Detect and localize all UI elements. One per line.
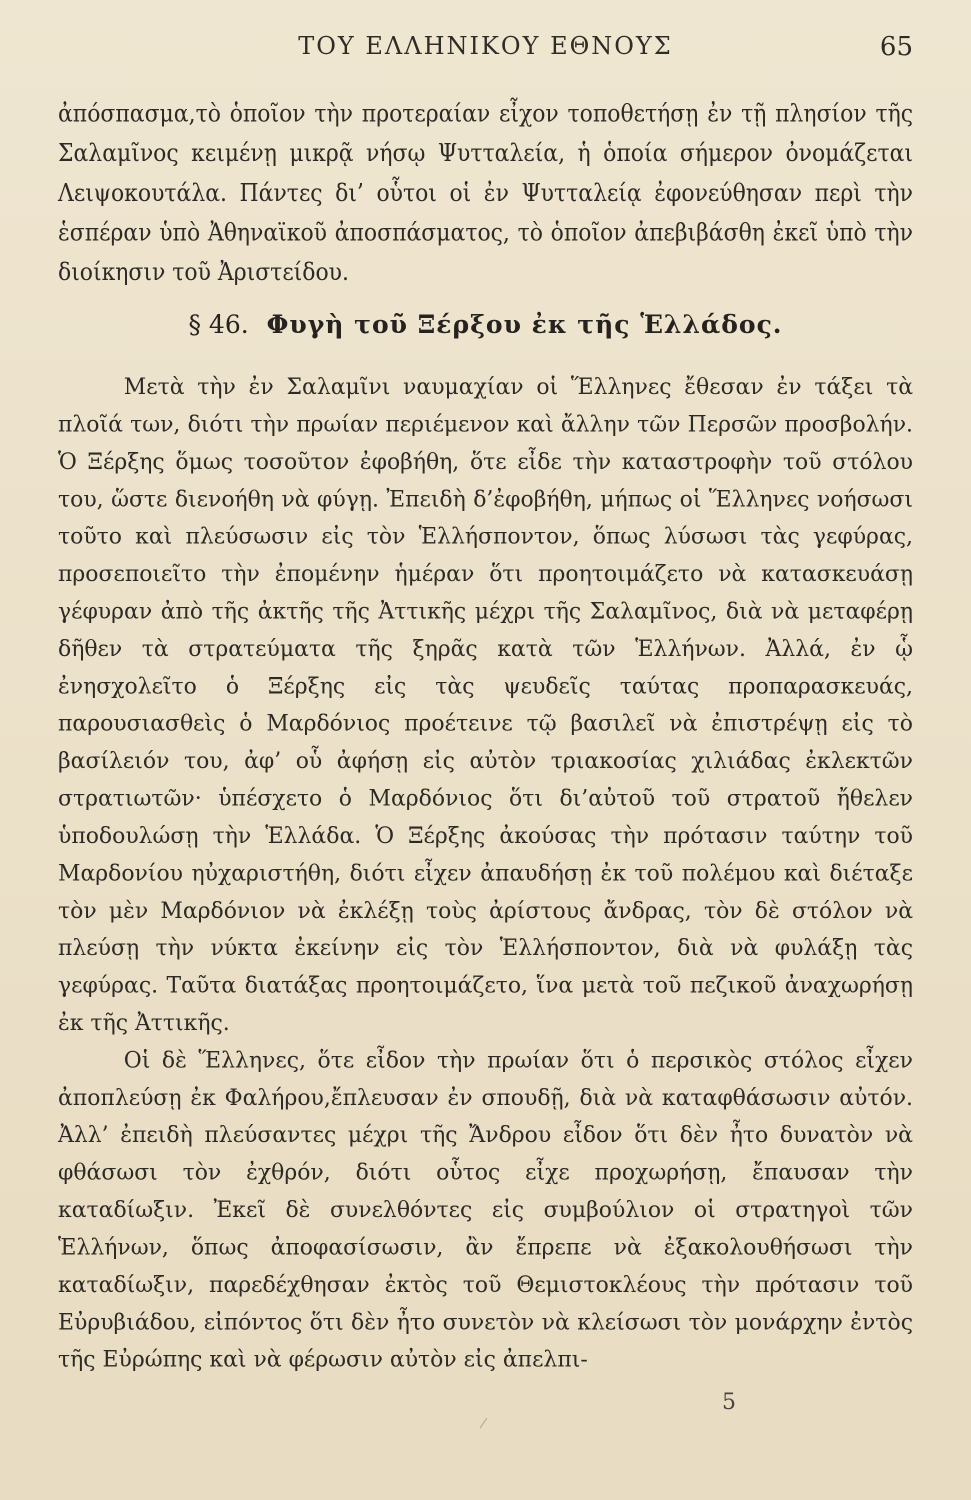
running-header <box>58 32 913 68</box>
page-blemish <box>480 1418 496 1434</box>
paragraph: ἀπόσπασμα,τὸ ὁποῖον τὴν προτεραίαν εἶχον τοποθετήσῃ ἐν τῇ πλησίον τῆς Σαλαμῖνος κειμένῃ μικρᾷ νήσῳ Ψυτταλεία, ἡ ὁποία σήμερον ὀνομάζεται Λειψοκουτάλα. Πάντες δι’ οὗτοι οἱ ἐν Ψυτταλείᾳ ἐφονεύθησαν περὶ τὴν ἑσπέραν ὑπὸ Ἀθηναϊκοῦ ἀποσπάσματος, τὸ ὁποῖον ἀπεβιβάσθη ἐκεῖ ὑπὸ τὴν διοίκησιν τοῦ Ἀριστείδου. <box>58 98 913 286</box>
section-body <box>58 368 913 1378</box>
section-heading <box>0 310 971 339</box>
paragraph: Μετὰ τὴν ἐν Σαλαμῖνι ναυμαχίαν οἱ Ἕλληνες ἔθεσαν ἐν τάξει τὰ πλοῖά των, διότι τὴν πρωίαν περιέμενον καὶ ἄλλην τῶν Περσῶν προσβολήν. Ὁ Ξέρξης ὅμως τοσοῦτον ἐφοβήθη, ὅτε εἶδε τὴν καταστροφὴν τοῦ στόλου του, ὥστε διενοήθη νὰ φύγῃ. Ἐπειδὴ δ’ἐφοβήθη, μήπως οἱ Ἕλληνες νοήσωσι τοῦτο καὶ πλεύσωσιν εἰς τὸν Ἑλλήσποντον, ὅπως λύσωσι τὰς γεφύρας, προσεποιεῖτο τὴν ἐπομένην ἡμέραν ὅτι προητοιμάζετο νὰ κατασκευάσῃ γέφυραν ἀπὸ τῆς ἀκτῆς τῆς Ἀττικῆς μέχρι τῆς Σαλαμῖνος, διὰ νὰ μεταφέρῃ δῆθεν τὰ στρατεύματα τῆς ξηρᾶς κατὰ τῶν Ἑλλήνων. Ἀλλά, ἐν ᾧ ἐνησχολεῖτο ὁ Ξέρξης εἰς τὰς ψευδεῖς ταύτας προπαρασκευάς, παρουσιασθεὶς ὁ Μαρδόνιος προέτεινε τῷ βασιλεῖ νὰ ἐπιστρέψῃ εἰς τὸ βασίλειόν του, ἀφ’ οὗ ἀφήσῃ εἰς αὐτὸν τριακοσίας χιλιάδας ἐκλεκτῶν στρατιωτῶν· ὑπέσχετο ὁ Μαρδόνιος ὅτι δι’αὐτοῦ τοῦ στρατοῦ ἤθελεν ὑποδουλώσῃ τὴν Ἑλλάδα. Ὁ Ξέρξης ἀκούσας τὴν πρότασιν ταύτην τοῦ Μαρδονίου ηὐχαριστήθη, διότι εἶχεν ἀπαυδήσῃ ἐκ τοῦ πολέμου καὶ διέταξε τὸν μὲν Μαρδόνιον νὰ ἐκλέξῃ τοὺς ἀρίστους ἄνδρας, τὸν δὲ στόλον νὰ πλεύσῃ τὴν νύκτα ἐκείνην εἰς τὸν Ἑλλήσποντον, διὰ νὰ φυλάξῃ τὰς γεφύρας. Ταῦτα διατάξας προητοιμάζετο, ἵνα μετὰ τοῦ πεζικοῦ ἀναχωρήσῃ ἐκ τῆς Ἀττικῆς. <box>58 372 914 1036</box>
signature-mark: 5 <box>722 1390 736 1415</box>
header-title: ΤΟΥ ΕΛΛΗΝΙΚΟΥ ΕΘΝΟΥΣ <box>298 32 673 60</box>
section-title-text: Φυγὴ τοῦ Ξέρξου ἐκ τῆς Ἑλλάδος. <box>266 310 783 339</box>
paragraph: Οἱ δὲ Ἕλληνες, ὅτε εἶδον τὴν πρωίαν ὅτι ὁ περσικὸς στόλος εἶχεν ἀποπλεύσῃ ἐκ Φαλήρου,ἔπλευσαν ἐν σπουδῇ, διὰ νὰ καταφθάσωσιν αὐτόν. Ἀλλ’ ἐπειδὴ πλεύσαντες μέχρι τῆς Ἄνδρου εἶδον ὅτι δὲν ἦτο δυνατὸν νὰ φθάσωσι τὸν ἐχθρόν, διότι οὗτος εἶχε προχωρήσῃ, ἔπαυσαν τὴν καταδίωξιν. Ἐκεῖ δὲ συνελθόντες εἰς συμβούλιον οἱ στρατηγοὶ τῶν Ἑλλήνων, ὅπως ἀποφασίσωσιν, ἂν ἔπρεπε νὰ ἐξακολουθήσωσι τὴν καταδίωξιν, παρεδέχθησαν ἐκτὸς τοῦ Θεμιστοκλέους τὴν πρότασιν τοῦ Εὐρυβιάδου, εἰπόντος ὅτι δὲν ἦτο συνετὸν νὰ κλείσωσι τὸν μονάρχην ἐντὸς τῆς Εὐρώπης καὶ νὰ φέρωσιν αὐτὸν εἰς ἀπελπι- <box>58 1045 914 1373</box>
section-number: § 46. <box>188 310 249 339</box>
opening-paragraph <box>58 94 913 292</box>
page-number: 65 <box>879 32 913 62</box>
